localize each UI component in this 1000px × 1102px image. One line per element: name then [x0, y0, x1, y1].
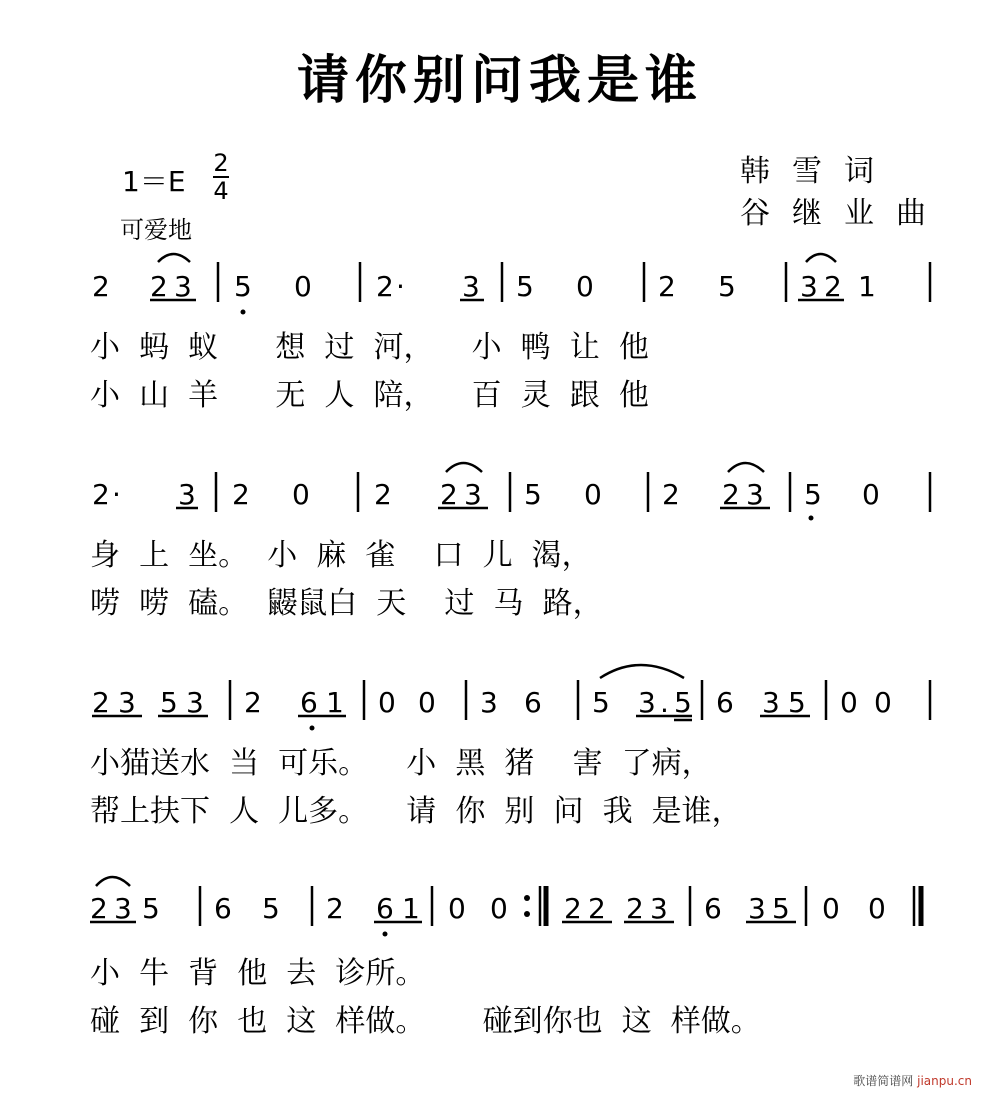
svg-text:·: ·	[396, 270, 405, 303]
svg-text:0: 0	[418, 686, 436, 719]
svg-text:5: 5	[804, 478, 822, 511]
svg-text:2: 2	[662, 478, 680, 511]
svg-text:3: 3	[480, 686, 498, 719]
svg-text:3: 3	[650, 892, 668, 925]
svg-text:2: 2	[90, 892, 108, 925]
svg-text:6: 6	[704, 892, 722, 925]
svg-text:3: 3	[118, 686, 136, 719]
svg-text:3: 3	[464, 478, 482, 511]
lyric-line-2-2: 唠 唠 磕。 鼹鼠白 天 过 马 路，	[90, 586, 603, 621]
time-signature-top: 2	[213, 149, 229, 177]
svg-text:5: 5	[524, 478, 542, 511]
svg-text:2: 2	[376, 270, 394, 303]
svg-text:3: 3	[462, 270, 480, 303]
svg-text:1: 1	[402, 892, 420, 925]
svg-text:6: 6	[376, 892, 394, 925]
svg-text:0: 0	[822, 892, 840, 925]
lyric-line-3-2: 帮上扶下 人 儿多。 请 你 别 问 我 是谁，	[90, 794, 742, 829]
svg-text:0: 0	[490, 892, 508, 925]
lyric-line-4-2: 碰 到 你 也 这 样做。 碰到你也 这 样做。	[90, 1004, 761, 1039]
svg-text:3: 3	[748, 892, 766, 925]
svg-text:5: 5	[262, 892, 280, 925]
svg-text:5: 5	[592, 686, 610, 719]
svg-text:2: 2	[564, 892, 582, 925]
svg-text:3: 3	[746, 478, 764, 511]
svg-text:6: 6	[716, 686, 734, 719]
svg-text:6: 6	[214, 892, 232, 925]
svg-text:0: 0	[862, 478, 880, 511]
svg-text:0: 0	[448, 892, 466, 925]
svg-text:2: 2	[658, 270, 676, 303]
svg-text:3: 3	[178, 478, 196, 511]
svg-text:6: 6	[300, 686, 318, 719]
svg-text:2: 2	[92, 478, 110, 511]
svg-text:2: 2	[626, 892, 644, 925]
svg-text:0: 0	[378, 686, 396, 719]
tempo-marking: 可爱地	[120, 216, 192, 244]
svg-text:2: 2	[232, 478, 250, 511]
svg-text:5: 5	[674, 686, 692, 719]
svg-text:0: 0	[584, 478, 602, 511]
lyric-line-2-1: 身 上 坐。 小 麻 雀 口 儿 渴，	[90, 538, 592, 573]
svg-text:2: 2	[326, 892, 344, 925]
watermark-url: jianpu.cn	[917, 1074, 972, 1088]
svg-text:2: 2	[92, 686, 110, 719]
svg-text:.: .	[660, 686, 669, 719]
svg-text:·: ·	[112, 478, 121, 511]
svg-text:3: 3	[174, 270, 192, 303]
svg-text:6: 6	[524, 686, 542, 719]
svg-text:5: 5	[160, 686, 178, 719]
svg-text:5: 5	[142, 892, 160, 925]
svg-text:5: 5	[788, 686, 806, 719]
svg-text:5: 5	[772, 892, 790, 925]
svg-text:0: 0	[874, 686, 892, 719]
page-title: 请你别问我是谁	[296, 51, 703, 111]
svg-text:2: 2	[440, 478, 458, 511]
key-signature: 1＝E	[122, 165, 186, 198]
svg-text:5: 5	[718, 270, 736, 303]
svg-text:3: 3	[638, 686, 656, 719]
svg-text:5: 5	[516, 270, 534, 303]
svg-text:0: 0	[840, 686, 858, 719]
svg-text:1: 1	[858, 270, 876, 303]
lyric-line-1-2: 小 山 羊 无 人 陪， 百 灵 跟 他	[90, 378, 649, 413]
composer-credit: 谷继业曲	[740, 196, 948, 231]
lyric-line-1-1: 小 蚂 蚁 想 过 河， 小 鸭 让 他	[90, 330, 649, 365]
lyric-line-3-1: 小猫送水 当 可乐。 小 黑 猪 害 了病，	[90, 746, 712, 781]
svg-text:3: 3	[762, 686, 780, 719]
svg-text:2: 2	[150, 270, 168, 303]
svg-text:2: 2	[824, 270, 842, 303]
svg-text:2: 2	[244, 686, 262, 719]
svg-text:3: 3	[800, 270, 818, 303]
svg-text:3: 3	[186, 686, 204, 719]
watermark	[853, 1072, 972, 1089]
svg-text:0: 0	[292, 478, 310, 511]
lyricist-credit: 韩雪词	[740, 154, 896, 189]
svg-text:2: 2	[722, 478, 740, 511]
svg-text:3: 3	[114, 892, 132, 925]
svg-text:2: 2	[92, 270, 110, 303]
lyric-line-4-1: 小 牛 背 他 去 诊所。	[90, 956, 426, 991]
svg-text:0: 0	[294, 270, 312, 303]
svg-text:0: 0	[576, 270, 594, 303]
svg-text:2: 2	[374, 478, 392, 511]
svg-text:1: 1	[326, 686, 344, 719]
time-signature-bottom: 4	[213, 177, 229, 205]
svg-text:5: 5	[234, 270, 252, 303]
svg-text:2: 2	[588, 892, 606, 925]
watermark-site: 歌谱简谱网	[853, 1074, 914, 1088]
svg-text:0: 0	[868, 892, 886, 925]
